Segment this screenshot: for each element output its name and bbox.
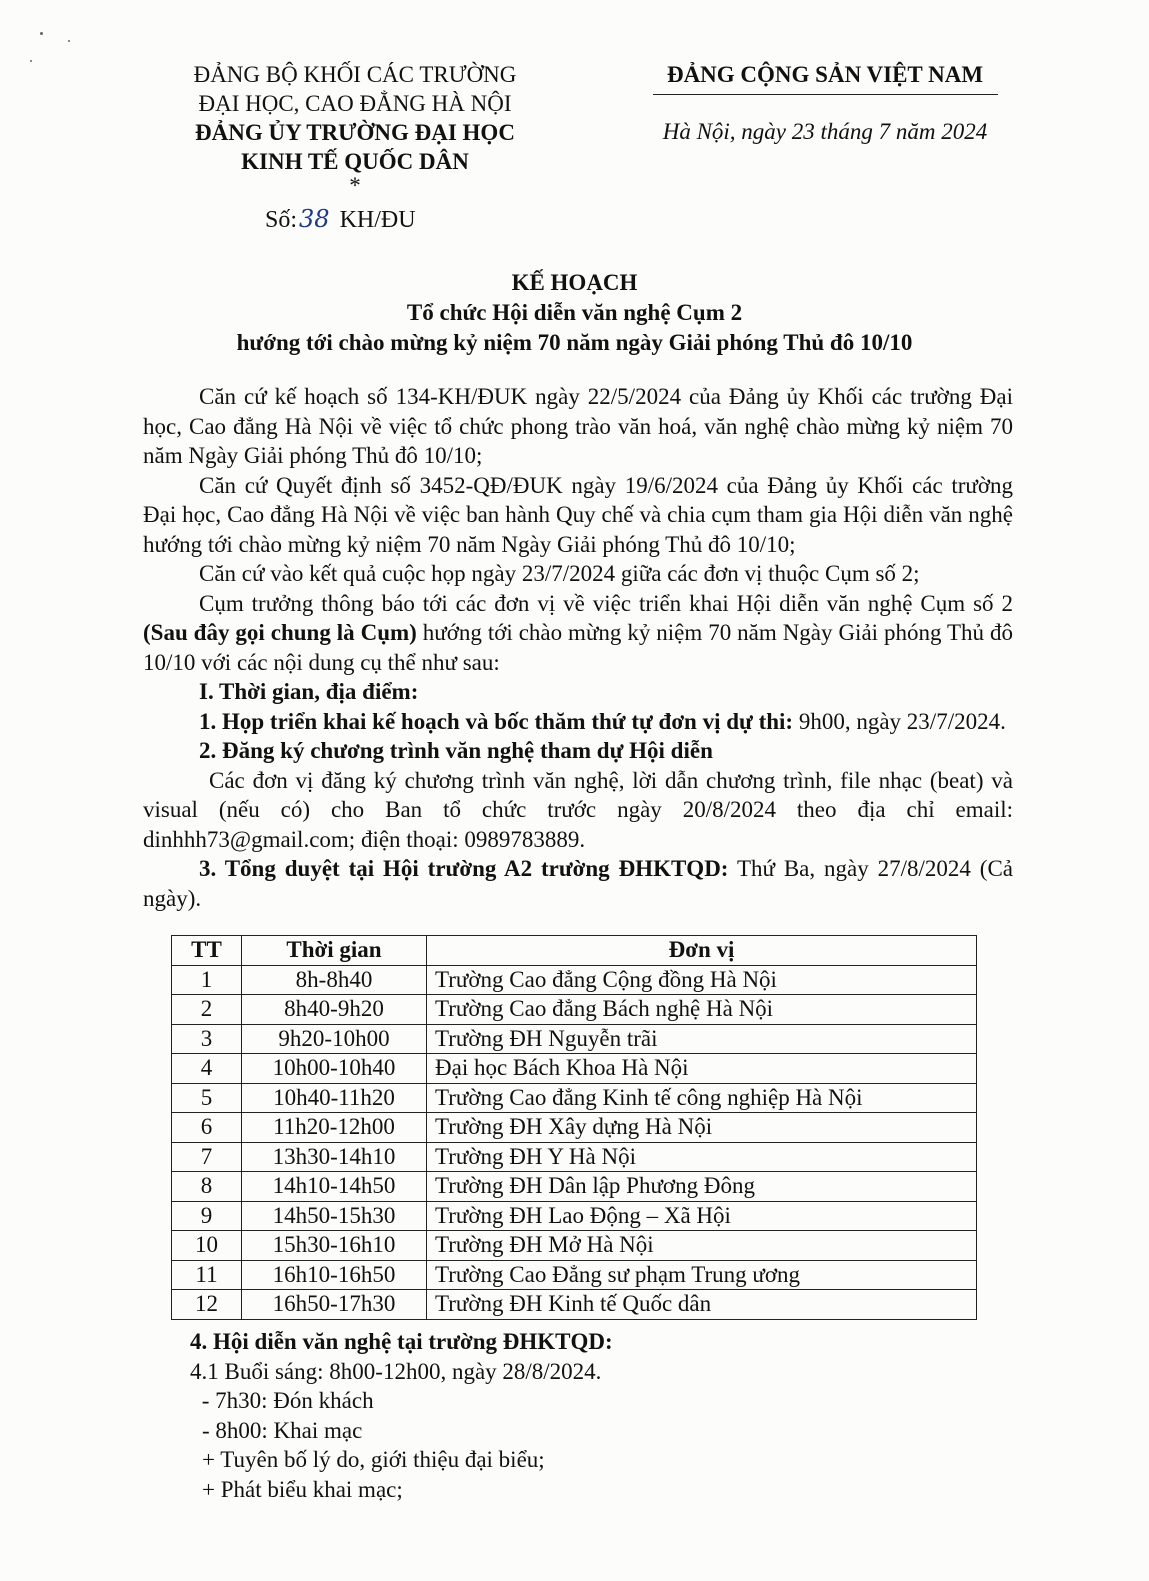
issuer-line-2: ĐẠI HỌC, CAO ĐẲNG HÀ NỘI: [198, 91, 512, 116]
item-1-text: 9h00, ngày 23/7/2024.: [793, 708, 1006, 734]
issuer-block: [150, 60, 560, 196]
row-time: 14h50-15h30: [242, 1201, 427, 1231]
row-time: 13h30-14h10: [242, 1142, 427, 1172]
item-1-heading: 1. Họp triển khai kế hoạch và bốc thăm thứ tự đơn vị dự thi:: [199, 708, 794, 734]
row-tt: 2: [172, 995, 242, 1025]
row-tt: 5: [172, 1083, 242, 1113]
basis-paragraph-2: Căn cứ Quyết định số 3452-QĐ/ĐUK ngày 19/6/2024 của Đảng ủy Khối các trường Đại học, Cao đẳng Hà Nội về việc ban hành Quy chế và chia cụm tham gia Hội diễn văn nghệ hướng tới chào mừng kỷ niệm 70 năm Ngày Giải phóng Thủ đô 10/10;: [143, 472, 1013, 557]
row-time: 10h40-11h20: [242, 1083, 427, 1113]
agenda-item-2: - 8h00: Khai mạc: [202, 1417, 363, 1443]
table-row: [172, 1290, 977, 1320]
document-body: [143, 382, 1013, 913]
item-2-heading: 2. Đăng ký chương trình văn nghệ tham dự Hội diễn: [199, 738, 713, 763]
table-row: [172, 1201, 977, 1231]
doc-number-handwritten: 38: [299, 205, 330, 233]
row-tt: 1: [172, 965, 242, 995]
row-unit: Trường ĐH Y Hà Nội: [427, 1142, 977, 1172]
party-block: [640, 60, 1010, 145]
basis-paragraph-3: Căn cứ vào kết quả cuộc họp ngày 23/7/2024 giữa các đơn vị thuộc Cụm số 2;: [199, 561, 920, 586]
row-tt: 4: [172, 1054, 242, 1084]
item-3-heading: 3. Tổng duyệt tại Hội trường A2 trường ĐHKTQD:: [199, 856, 729, 881]
table-row: [172, 995, 977, 1025]
item-3-text: Thứ Ba, ngày 27/8/2024 (Cả ngày).: [143, 856, 1013, 911]
rehearsal-schedule-table: [171, 935, 977, 1320]
row-tt: 6: [172, 1113, 242, 1143]
plan-title-block: [0, 268, 1149, 358]
row-unit: Trường ĐH Kinh tế Quốc dân: [427, 1290, 977, 1320]
party-title: ĐẢNG CỘNG SẢN VIỆT NAM: [666, 62, 984, 87]
section-4-1: 4.1 Buổi sáng: 8h00-12h00, ngày 28/8/2024.: [190, 1358, 602, 1384]
scan-speck: [30, 60, 32, 62]
row-tt: 8: [172, 1172, 242, 1202]
document-number: [265, 205, 416, 234]
row-unit: Trường ĐH Nguyễn trãi: [427, 1024, 977, 1054]
table-row: [172, 1142, 977, 1172]
row-unit: Trường Cao Đẳng sư phạm Trung ương: [427, 1260, 977, 1290]
agenda-item-1: - 7h30: Đón khách: [196, 1388, 374, 1413]
row-time: 8h40-9h20: [242, 995, 427, 1025]
issuer-line-4: KINH TẾ QUỐC DÂN: [241, 149, 469, 174]
table-row: [172, 965, 977, 995]
row-unit: Trường ĐH Xây dựng Hà Nội: [427, 1113, 977, 1143]
table-row: [172, 1172, 977, 1202]
row-tt: 10: [172, 1231, 242, 1261]
row-unit: Đại học Bách Khoa Hà Nội: [427, 1054, 977, 1084]
row-unit: Trường ĐH Mở Hà Nội: [427, 1231, 977, 1261]
row-unit: Trường Cao đẳng Kinh tế công nghiệp Hà Nội: [427, 1083, 977, 1113]
plan-subtitle-1: Tổ chức Hội diễn văn nghệ Cụm 2: [406, 300, 743, 325]
section-4: [190, 1327, 1010, 1504]
intro-text-c: hướng tới chào mừng kỷ niệm 70 năm Ngày Giải phóng Thủ đô 10/10 với các nội dung cụ thể như sau:: [143, 620, 1013, 675]
row-time: 10h00-10h40: [242, 1054, 427, 1084]
agenda-item-3: + Tuyên bố lý do, giới thiệu đại biểu;: [202, 1447, 545, 1472]
table-row: [172, 1054, 977, 1084]
intro-text-bold: (Sau đây gọi chung là Cụm): [143, 620, 417, 645]
row-time: 16h10-16h50: [242, 1260, 427, 1290]
agenda-item-4: + Phát biểu khai mạc;: [202, 1476, 403, 1502]
row-time: 11h20-12h00: [242, 1113, 427, 1143]
row-unit: Trường Cao đẳng Bách nghệ Hà Nội: [427, 995, 977, 1025]
row-unit: Trường ĐH Lao Động – Xã Hội: [427, 1201, 977, 1231]
scan-speck: [68, 40, 70, 42]
row-unit: Trường Cao đẳng Cộng đồng Hà Nội: [427, 965, 977, 995]
table-row: [172, 1083, 977, 1113]
item-1: [143, 707, 1013, 737]
plan-title: KẾ HOẠCH: [511, 270, 638, 295]
issuer-star: *: [349, 173, 361, 198]
document-date: Hà Nội, ngày 23 tháng 7 năm 2024: [662, 119, 988, 144]
section-4-heading: 4. Hội diễn văn nghệ tại trường ĐHKTQD:: [190, 1329, 613, 1354]
table-row: [172, 1024, 977, 1054]
row-time: 8h-8h40: [242, 965, 427, 995]
table-row: [172, 1113, 977, 1143]
row-unit: Trường ĐH Dân lập Phương Đông: [427, 1172, 977, 1202]
col-header-unit: Đơn vị: [427, 936, 977, 966]
intro-paragraph: [143, 589, 1013, 678]
row-time: 14h10-14h50: [242, 1172, 427, 1202]
table-row: [172, 1231, 977, 1261]
col-header-tt: TT: [172, 936, 242, 966]
row-tt: 7: [172, 1142, 242, 1172]
doc-number-suffix: KH/ĐU: [339, 207, 416, 233]
intro-text-a: Cụm trưởng thông báo tới các đơn vị về việc triển khai Hội diễn văn nghệ Cụm số 2: [199, 590, 1013, 616]
scan-speck: [40, 32, 43, 35]
row-tt: 12: [172, 1290, 242, 1320]
table-row: [172, 1260, 977, 1290]
row-time: 16h50-17h30: [242, 1290, 427, 1320]
item-3: [143, 854, 1013, 913]
item-2-paragraph: Các đơn vị đăng ký chương trình văn nghệ, lời dẫn chương trình, file nhạc (beat) và visual (nếu có) cho Ban tổ chức trước ngày 20/8/2024 theo địa chỉ email: dinhhh73@gmail.com; điện thoại: 0989783889.: [143, 767, 1013, 852]
plan-subtitle-2: hướng tới chào mừng kỷ niệm 70 năm ngày Giải phóng Thủ đô 10/10: [236, 330, 913, 355]
party-title-underline: [653, 94, 998, 95]
row-tt: 9: [172, 1201, 242, 1231]
row-tt: 11: [172, 1260, 242, 1290]
table-header-row: [172, 936, 977, 966]
issuer-line-1: ĐẢNG BỘ KHỐI CÁC TRƯỜNG: [193, 62, 517, 87]
doc-number-label: Số:: [265, 207, 298, 233]
row-tt: 3: [172, 1024, 242, 1054]
section-1-heading: I. Thời gian, địa điểm:: [199, 679, 419, 704]
issuer-line-3: ĐẢNG ỦY TRƯỜNG ĐẠI HỌC: [195, 120, 515, 145]
basis-paragraph-1: Căn cứ kế hoạch số 134-KH/ĐUK ngày 22/5/2024 của Đảng ủy Khối các trường Đại học, Cao đẳng Hà Nội về việc tổ chức phong trào văn hoá, văn nghệ chào mừng kỷ niệm 70 năm Ngày Giải phóng Thủ đô 10/10;: [143, 384, 1013, 468]
row-time: 9h20-10h00: [242, 1024, 427, 1054]
row-time: 15h30-16h10: [242, 1231, 427, 1261]
col-header-time: Thời gian: [242, 936, 427, 966]
